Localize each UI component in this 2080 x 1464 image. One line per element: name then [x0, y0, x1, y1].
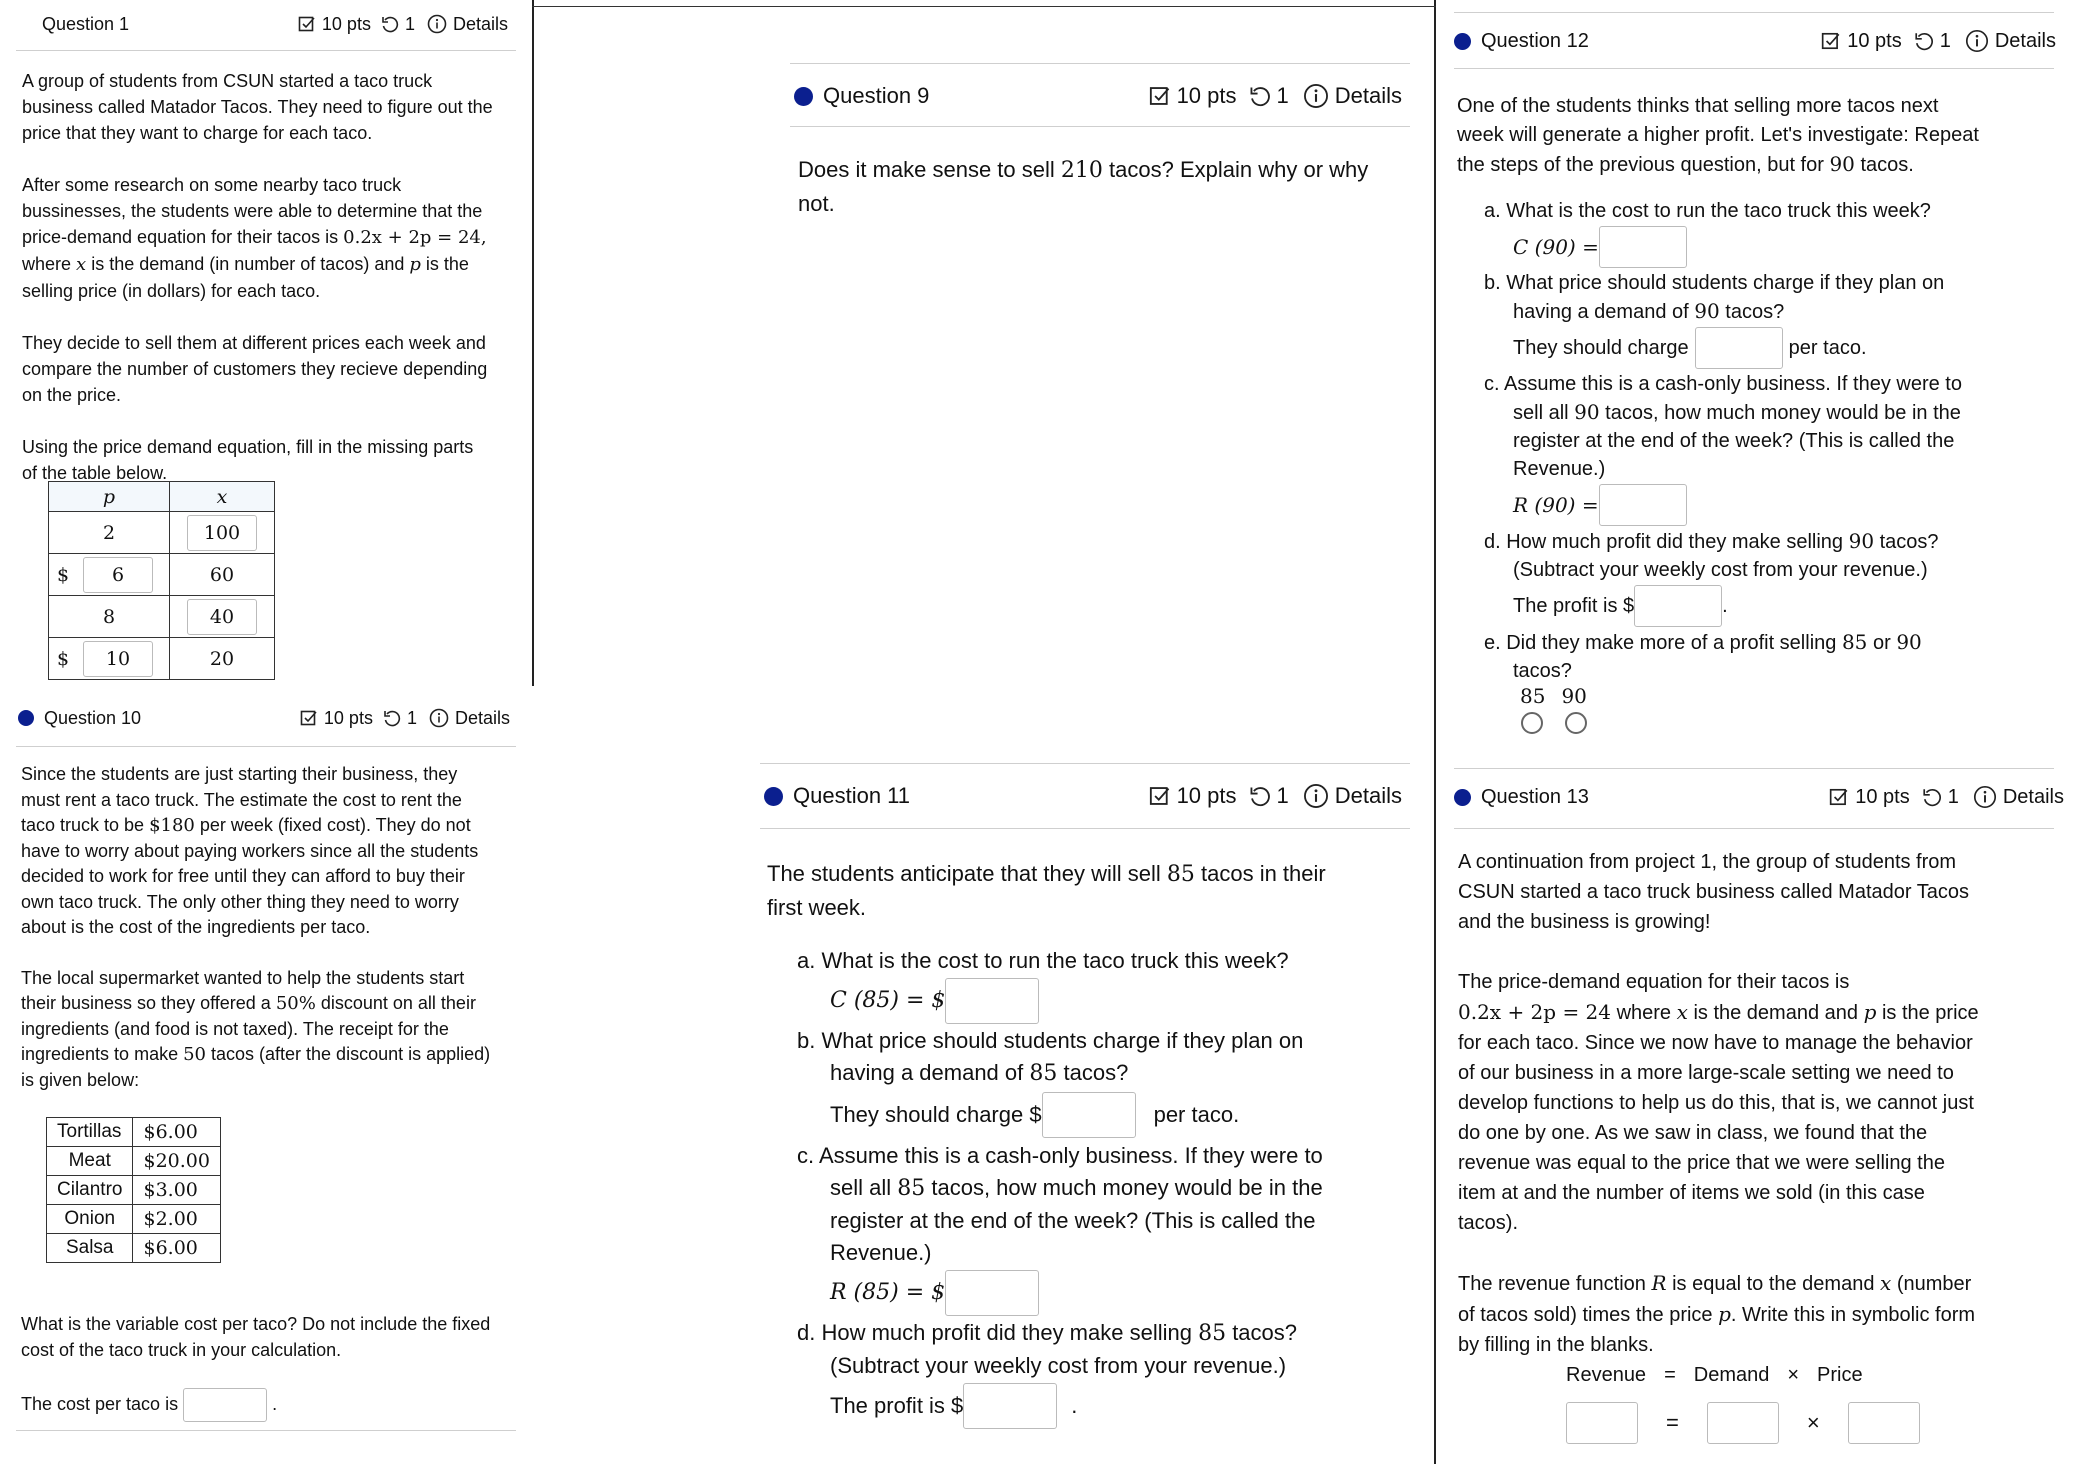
question-12-text: One of the students thinks that selling more tacos next week will generate a higher profit. Let's investigate: Repeat the steps of the previous question, but for 90 tacos.	[1457, 95, 1979, 176]
footer-rule	[16, 1430, 516, 1431]
info-icon[interactable]	[1965, 29, 1989, 53]
question-13-text: A continuation from project 1, the group of students from CSUN started a taco truck business called Matador Tacos and the business is growing! The price-demand equation for their tacos is 0.2x + 2p = 24 where x is the demand and p is the price for each taco. Since we now have to manage the behavior of our business in a more large-scale setting we need to develop functions to help us do this, that is, we cannot just do one by one. As we saw in class, we found that the revenue was equal to the price that we were selling the item at and the number of items we sold (in this case tacos). The revenue function R is equal to the demand x (number of tacos sold) times the price p. Write this in symbolic form by filling in the blanks.	[1458, 851, 1979, 1356]
status-bullet-icon	[1454, 33, 1471, 50]
checkbox-icon	[1149, 85, 1171, 107]
retries: 1	[1276, 83, 1289, 108]
info-icon[interactable]	[427, 14, 447, 34]
header-rule	[1454, 68, 2054, 69]
retry-icon	[383, 709, 401, 727]
cost-per-taco-input[interactable]	[183, 1388, 267, 1422]
retries: 1	[1947, 785, 1959, 808]
header-rule	[1454, 828, 2054, 829]
revenue-equation-labels: Revenue = Demand × Price	[1566, 1364, 1863, 1386]
revenue-label: Revenue	[1566, 1364, 1647, 1386]
details-link[interactable]: Details	[1994, 29, 2056, 52]
question-9-header	[794, 80, 1412, 112]
table-row: $ 6 60	[49, 554, 275, 596]
question-1-panel	[0, 0, 532, 690]
radio-option-90[interactable]	[1565, 712, 1587, 734]
question-12-parts: a. What is the cost to run the taco truck this week? C (90) = b. What price should students charge if they plan on having a demand of 90 tacos? They should charge per taco. c. Assume this is a cash-only business. If they were to sell all 90 tacos, how much money would be in the register at the end of the week? (This is called the Revenue.) R (90) = d. How much profit did they make selling 90 tacos? (Subtract your weekly cost from your revenue.) The profit is $ . e. Did they make more of a profit selling 85 or 90 tacos?	[1484, 200, 1962, 682]
retries: 1	[404, 13, 415, 34]
revenue-90-input[interactable]	[1599, 484, 1687, 526]
header-rule	[790, 63, 1410, 64]
table-row: Onion $2.00	[47, 1205, 221, 1234]
question-13-header	[1454, 782, 2066, 812]
question-title: Question 12	[1481, 29, 1589, 52]
price-input[interactable]	[1848, 1402, 1920, 1444]
retries: 1	[406, 707, 417, 728]
profit-choice-group	[1520, 684, 1587, 734]
profit-90-input[interactable]	[1634, 585, 1722, 627]
details-link[interactable]: Details	[1334, 783, 1402, 808]
price-label: Price	[1817, 1364, 1863, 1386]
option-label-90: 90	[1561, 684, 1587, 708]
status-bullet-icon	[1454, 789, 1471, 806]
question-10-header	[18, 704, 520, 732]
question-9-panel	[534, 8, 1434, 698]
table-row: 2 100	[49, 512, 275, 554]
question-11-parts: a. What is the cost to run the taco truck this week? C (85) = $ b. What price should students charge if they plan on having a demand of 85 tacos? They should charge $ per taco. c. Assume this is a cash-only business. If they were to sell all 85 tacos, how much money would be in the register at the end of the week? (This is called the Revenue.) R (85) = $ d. How much profit did they make selling 85 tacos? (Subtract your weekly cost from your revenue.) The profit is $ .	[797, 945, 1417, 1430]
points: 10 pts	[323, 707, 373, 728]
table-row: Meat $20.00	[47, 1147, 221, 1176]
divider-top	[532, 6, 1436, 7]
question-12-panel	[1436, 0, 2080, 740]
question-9-text: Does it make sense to sell 210 tacos? Explain why or why not.	[798, 157, 1369, 216]
info-icon[interactable]	[429, 708, 449, 728]
option-label-85: 85	[1520, 684, 1546, 708]
question-1-text: A group of students from CSUN started a taco truck business called Matador Tacos. They need to figure out the price that they want to charge for each taco. After some research on some nearby taco truck bussinesses, the students were able to determine that the price-demand equation for their tacos is 0.2x + 2p = 24, where x is the demand (in number of tacos) and p is the selling price (in dollars) for each taco. They decide to sell them at different prices each week and compare the number of customers they recieve depending on the price. Using the price demand equation, fill in the missing parts of the table below.	[22, 71, 493, 483]
question-10-panel	[0, 690, 532, 1464]
retry-icon	[1249, 785, 1271, 807]
details-link[interactable]: Details	[452, 13, 508, 34]
cost-90-input[interactable]	[1599, 226, 1687, 268]
p-answer-input[interactable]: 6	[83, 557, 153, 593]
info-icon[interactable]	[1303, 783, 1329, 809]
question-title: Question 9	[823, 83, 930, 108]
retries: 1	[1276, 783, 1289, 808]
points: 10 pts	[1847, 29, 1902, 52]
question-title: Question 1	[42, 13, 130, 34]
price-90-input[interactable]	[1695, 327, 1783, 369]
x-answer-input[interactable]: 100	[187, 515, 257, 551]
status-bullet-icon	[764, 787, 783, 806]
question-title: Question 10	[44, 707, 142, 728]
status-bullet-icon	[794, 87, 813, 106]
question-13-panel	[1436, 740, 2080, 1464]
revenue-equation-inputs: = ×	[1566, 1402, 1920, 1444]
points: 10 pts	[1176, 783, 1237, 808]
retry-icon	[381, 15, 399, 33]
details-link[interactable]: Details	[1334, 83, 1402, 108]
question-title: Question 11	[793, 783, 911, 808]
question-11-header	[764, 780, 1408, 812]
x-answer-input[interactable]: 40	[187, 599, 257, 635]
table-row: $ 10 20	[49, 638, 275, 680]
header-rule	[760, 828, 1410, 829]
question-11-panel	[534, 700, 1434, 1464]
price-85-input[interactable]	[1042, 1092, 1136, 1138]
table-row: Tortillas $6.00	[47, 1118, 221, 1147]
info-icon[interactable]	[1303, 83, 1329, 109]
cost-85-input[interactable]	[945, 978, 1039, 1024]
question-title: Question 13	[1481, 785, 1589, 808]
checkbox-icon	[1829, 787, 1849, 807]
question-10-prompt: What is the variable cost per taco? Do not include the fixed cost of the taco truck in your calculation.	[21, 1314, 491, 1360]
points: 10 pts	[1855, 785, 1910, 808]
retry-icon	[1922, 787, 1942, 807]
question-12-header	[1454, 26, 2066, 56]
header-rule	[760, 763, 1410, 764]
header-rule	[790, 126, 1410, 127]
retries: 1	[1939, 29, 1951, 52]
question-10-answer-row: The cost per taco is .	[21, 1388, 277, 1422]
question-11-text: The students anticipate that they will sell 85 tacos in their first week.	[767, 861, 1326, 920]
points: 10 pts	[321, 13, 371, 34]
info-icon[interactable]	[1973, 785, 1997, 809]
points: 10 pts	[1176, 83, 1237, 108]
profit-85-input[interactable]	[963, 1383, 1057, 1429]
table-row: Salsa $6.00	[47, 1234, 221, 1263]
retry-icon	[1914, 31, 1934, 51]
question-1-header	[42, 10, 520, 38]
radio-option-85[interactable]	[1521, 712, 1543, 734]
retry-icon	[1249, 85, 1271, 107]
price-demand-table: p x 2 100 $ 6 60 8 40 $ 10 20	[48, 481, 275, 680]
header-rule	[16, 50, 516, 51]
table-row: Cilantro $3.00	[47, 1176, 221, 1205]
header-rule	[16, 746, 516, 747]
header-rule	[1454, 12, 2054, 13]
demand-input[interactable]	[1707, 1402, 1779, 1444]
demand-label: Demand	[1693, 1364, 1770, 1386]
revenue-85-input[interactable]	[945, 1270, 1039, 1316]
details-link[interactable]: Details	[2002, 785, 2064, 808]
status-bullet-icon	[18, 710, 34, 726]
checkbox-icon	[298, 15, 316, 33]
p-answer-input[interactable]: 10	[83, 641, 153, 677]
details-link[interactable]: Details	[454, 707, 510, 728]
revenue-input[interactable]	[1566, 1402, 1638, 1444]
header-rule	[1454, 768, 2054, 769]
receipt-table	[46, 1117, 221, 1263]
question-10-text: Since the students are just starting their business, they must rent a taco truck. The estimate the cost to rent the taco truck to be $180 per week (fixed cost). They do not have to worry about paying workers since all the students decided to work for free until they can afford to buy their own taco truck. The only other thing they need to worry about is the cost of the ingredients per taco. The local supermarket wanted to help the students start their business so they offered a 50% discount on all their ingredients (and food is not taxed). The receipt for the ingredients to make 50 tacos (after the discount is applied) is given below:	[21, 764, 491, 1090]
checkbox-icon	[1149, 785, 1171, 807]
table-row: 8 40	[49, 596, 275, 638]
checkbox-icon	[300, 709, 318, 727]
checkbox-icon	[1821, 31, 1841, 51]
